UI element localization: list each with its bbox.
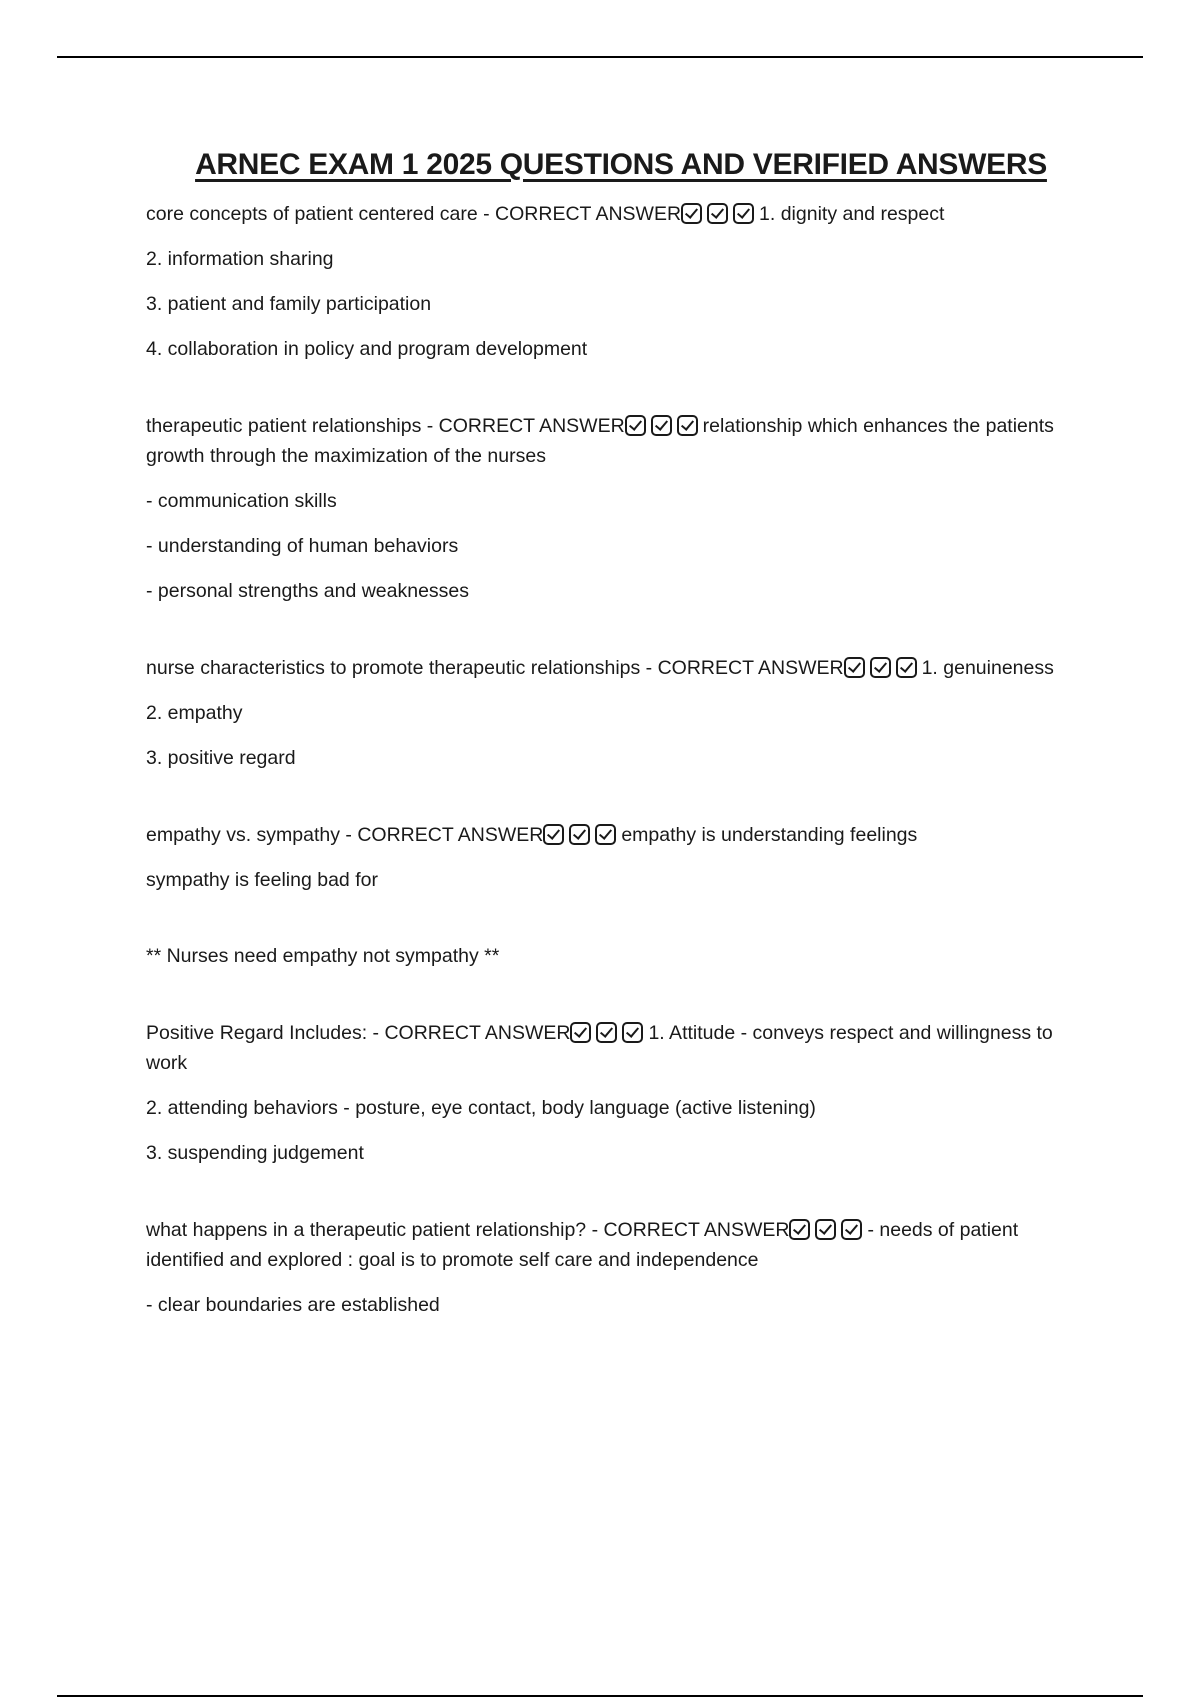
question-text: what happens in a therapeutic patient relationship? [146, 1219, 587, 1241]
document-title: ARNEC EXAM 1 2025 QUESTIONS AND VERIFIED ANSWERS [195, 148, 1047, 181]
checkbox-check-icon [733, 203, 754, 224]
answer-text: - needs of patient identified and explored : goal is to promote self care and independence [146, 1219, 1019, 1271]
checkbox-check-icon [677, 415, 698, 436]
question-line [146, 1215, 1096, 1275]
checkbox-check-icon [596, 1022, 617, 1043]
footer-rule [57, 1695, 1143, 1697]
checkbox-check-icon [896, 657, 917, 678]
qa-entry [146, 1215, 1096, 1320]
checkbox-check-icon [595, 824, 616, 845]
qa-entry [146, 653, 1096, 773]
answer-line: 3. suspending judgement [146, 1142, 364, 1164]
answer-line: 4. collaboration in policy and program development [146, 338, 588, 360]
question-text: nurse characteristics to promote therapeutic relationships [146, 657, 641, 679]
question-line [146, 1018, 1096, 1078]
answer-line: - clear boundaries are established [146, 1294, 440, 1316]
checkbox-check-icon [789, 1219, 810, 1240]
question-text: therapeutic patient relationships [146, 415, 422, 437]
question-text: Positive Regard Includes: [146, 1022, 368, 1044]
checkbox-check-icon [625, 415, 646, 436]
checkbox-check-icon [569, 824, 590, 845]
answer-line: - personal strengths and weaknesses [146, 580, 470, 602]
answer-marker: - CORRECT ANSWER [372, 1022, 571, 1044]
answer-line: 2. attending behaviors - posture, eye contact, body language (active listening) [146, 1097, 816, 1119]
answer-line: 3. patient and family participation [146, 293, 432, 315]
answer-line: - communication skills [146, 490, 337, 512]
answer-line: 2. information sharing [146, 248, 334, 270]
question-line [146, 653, 1096, 683]
qa-entry [146, 1018, 1096, 1168]
question-text: empathy vs. sympathy [146, 824, 340, 846]
checkbox-check-icon [815, 1219, 836, 1240]
checkbox-check-icon [622, 1022, 643, 1043]
checkbox-check-icon [651, 415, 672, 436]
answer-line: - understanding of human behaviors [146, 535, 459, 557]
answer-marker: - CORRECT ANSWER [591, 1219, 790, 1241]
checkbox-check-icon [844, 657, 865, 678]
answer-text: 1. Attitude - conveys respect and willingness to work [146, 1022, 1053, 1074]
answer-text: 1. genuineness [921, 657, 1054, 679]
question-line [146, 411, 1096, 471]
checkbox-check-icon [543, 824, 564, 845]
answer-marker: - CORRECT ANSWER [345, 824, 544, 846]
qa-entry [146, 411, 1096, 606]
qa-entry [146, 199, 1096, 364]
qa-entry [146, 820, 1096, 971]
question-line [146, 199, 1096, 229]
answer-line: sympathy is feeling bad for [146, 869, 378, 891]
answer-marker: - CORRECT ANSWER [645, 657, 844, 679]
answer-line: 2. empathy [146, 702, 243, 724]
answer-text: empathy is understanding feelings [621, 824, 918, 846]
checkbox-check-icon [707, 203, 728, 224]
answer-text: relationship which enhances the patients growth through the maximization of the nurses [146, 415, 1054, 467]
answer-line: 3. positive regard [146, 747, 296, 769]
note-line: ** Nurses need empathy not sympathy ** [146, 945, 500, 967]
document-body [146, 148, 1096, 1335]
answer-marker: - CORRECT ANSWER [483, 203, 682, 225]
checkbox-check-icon [681, 203, 702, 224]
question-text: core concepts of patient centered care [146, 203, 478, 225]
question-line [146, 820, 1096, 850]
checkbox-check-icon [870, 657, 891, 678]
checkbox-check-icon [570, 1022, 591, 1043]
checkbox-check-icon [841, 1219, 862, 1240]
answer-text: 1. dignity and respect [759, 203, 945, 225]
answer-marker: - CORRECT ANSWER [426, 415, 625, 437]
header-rule [57, 56, 1143, 58]
